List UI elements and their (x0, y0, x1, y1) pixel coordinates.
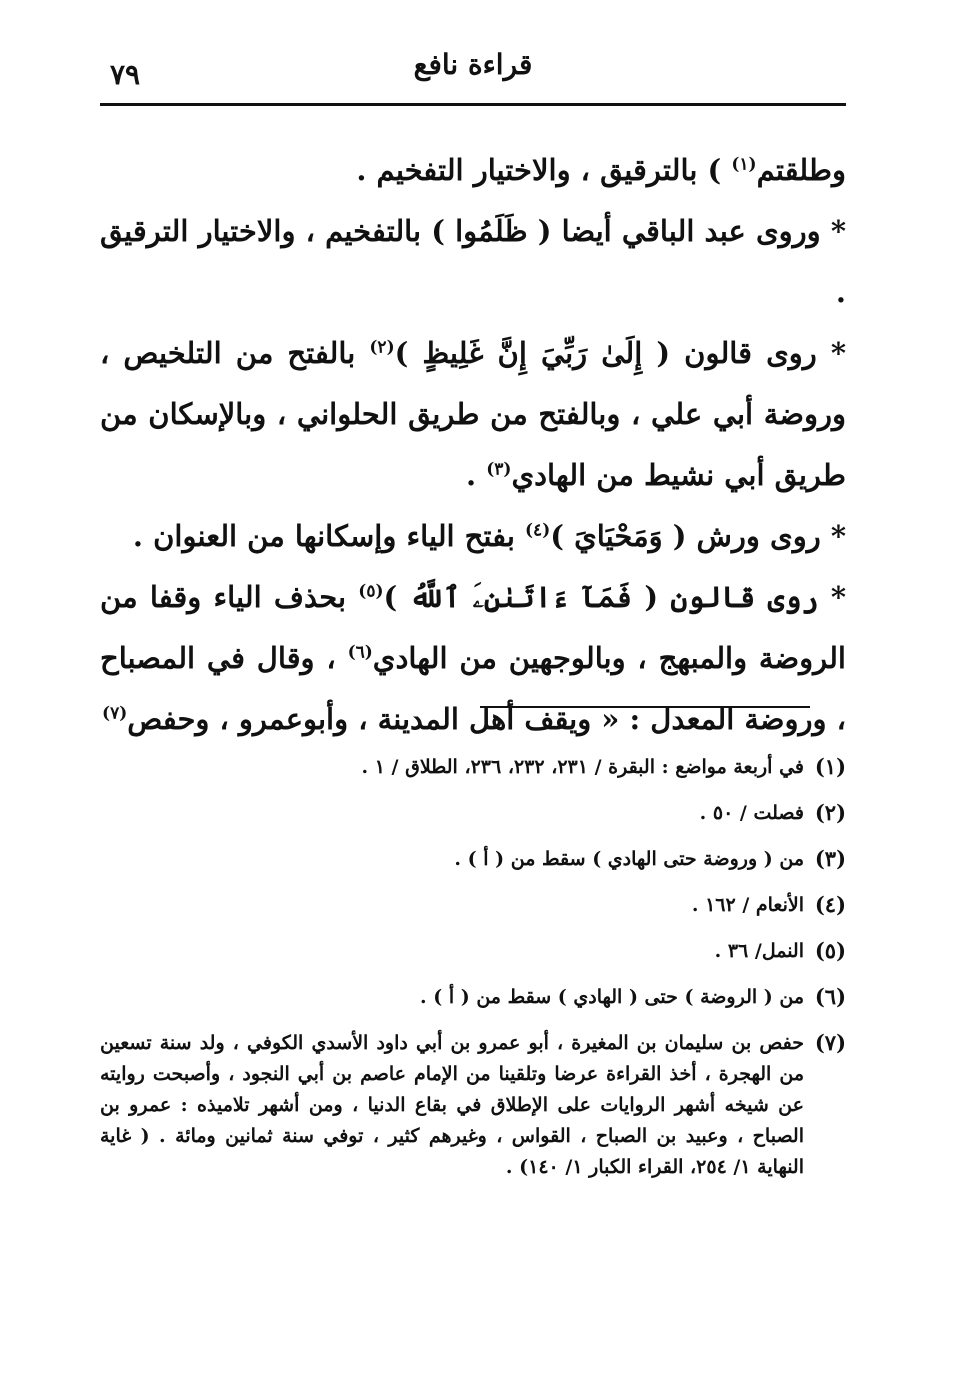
footnote-ref-3: (٣) (486, 459, 512, 480)
text-run: بالفتح من التلخيص ، وروضة أبي علي ، وبالفتح من طريق الحلواني ، وبالإسكان من طريق أبي نشيط من الهادي (100, 336, 846, 492)
paragraph-4 (100, 506, 846, 567)
footnote-text: حفص بن سليمان بن المغيرة ، أبو عمرو بن أبي داود الأسدي الكوفي ، ولد سنة تسعين من الهجرة ، أخذ القراءة عرضا وتلقينا من الإمام عاصم بن أبي النجود ، وأصبحت روايته عن شيخه أشهر الروايات على الإطلاق في بقاع الدنيا ، ومن أشهر تلاميذه : عمرو بن الصباح ، وعبيد بن الصباح ، القواس ، وغيرهم كثير ، توفي سنة ثمانين ومائة . ( غاية النهاية ١/ ٢٥٤، القراء الكبار ١/ ١٤٠) . (100, 1032, 804, 1178)
footnote-text: فصلت / ٥٠ . (699, 802, 804, 824)
quran-phrase: إِلَىٰ رَبِّيَ إِنَّ غَلِيظٍ (422, 336, 643, 370)
footnote-number: (٣) (814, 846, 846, 871)
footnote-text: من ( وروضة حتى الهادي ) سقط من ( أ ) . (454, 848, 804, 870)
footnote-ref-6: (٦) (347, 642, 373, 663)
footnote-ref-7: (٧) (102, 703, 128, 724)
footnote-5 (100, 936, 846, 966)
footnote-1 (100, 752, 846, 782)
footnote-number: (٧) (814, 1030, 846, 1055)
footnote-text: في أربعة مواضع : البقرة / ٢٣١، ٢٣٢، ٢٣٦، الطلاق / ١ . (361, 756, 804, 778)
footnote-ref-2: (٢) (369, 337, 395, 358)
text-run: ) (550, 519, 575, 553)
paragraph-3 (100, 323, 846, 506)
header-rule (100, 103, 846, 106)
running-title: قراءة نافع (413, 48, 533, 81)
footnotes (100, 752, 846, 1199)
text-run: ) بالترقيق ، والاختيار التفخيم . (356, 153, 732, 187)
text-run: ) بالتفخيم ، والاختيار الترقيق . (100, 214, 846, 309)
footnote-3 (100, 844, 846, 874)
footnote-ref-5: (٥) (358, 581, 384, 602)
footnote-number: (٤) (814, 892, 846, 917)
text-run: وطلقتم (756, 153, 846, 187)
text-run: * وروى عبد الباقي أيضا ( (527, 214, 846, 248)
footnote-number: (١) (814, 754, 846, 779)
text-run: بحذف الياء وقفا من الروضة والمبهج ، وبالوجهين من الهادي (100, 580, 846, 675)
footnote-6 (100, 982, 846, 1012)
footnote-separator (480, 706, 810, 708)
paragraph-2 (100, 201, 846, 323)
text-run: ) (383, 580, 410, 614)
footnote-text: الأنعام / ١٦٢ . (691, 894, 804, 916)
text-run: * روى ورش ( (662, 519, 846, 553)
footnote-ref-4: (٤) (525, 520, 551, 541)
page-number: ٧٩ (110, 58, 141, 91)
paragraph-1 (100, 140, 846, 201)
text-run: . (466, 458, 487, 492)
footnote-text: النمل/ ٣٦ . (714, 940, 804, 962)
quran-word: ظَلَمُوا (455, 214, 528, 248)
paragraph-5 (100, 567, 846, 750)
footnote-text: من ( الروضة ) حتى ( الهادي ) سقط من ( أ ) . (420, 986, 804, 1008)
main-text (100, 140, 846, 750)
page-header (100, 44, 846, 100)
quran-phrase: فَمَآ ءَاتَىٰنِۦَ ٱللَّهُ (409, 580, 633, 614)
footnote-ref-1: (١) (731, 154, 757, 175)
footnote-2 (100, 798, 846, 828)
text-run: ) (394, 336, 423, 370)
text-run: بفتح الياء وإسكانها من العنوان . (132, 519, 525, 553)
footnote-number: (٦) (814, 984, 846, 1009)
footnote-number: (٢) (814, 800, 846, 825)
footnote-number: (٥) (814, 938, 846, 963)
quran-word: وَمَحْيَايَ (574, 519, 663, 553)
text-run: ، وقال في المصباح ، وروضة المعدل : « ويقف أهل المدينة ، وأبوعمرو ، وحفص (100, 641, 846, 736)
footnote-7 (100, 1028, 846, 1183)
footnote-4 (100, 890, 846, 920)
text-run: * روى قالون ( (642, 336, 847, 370)
text-run: * روى قالون ( (632, 580, 846, 614)
